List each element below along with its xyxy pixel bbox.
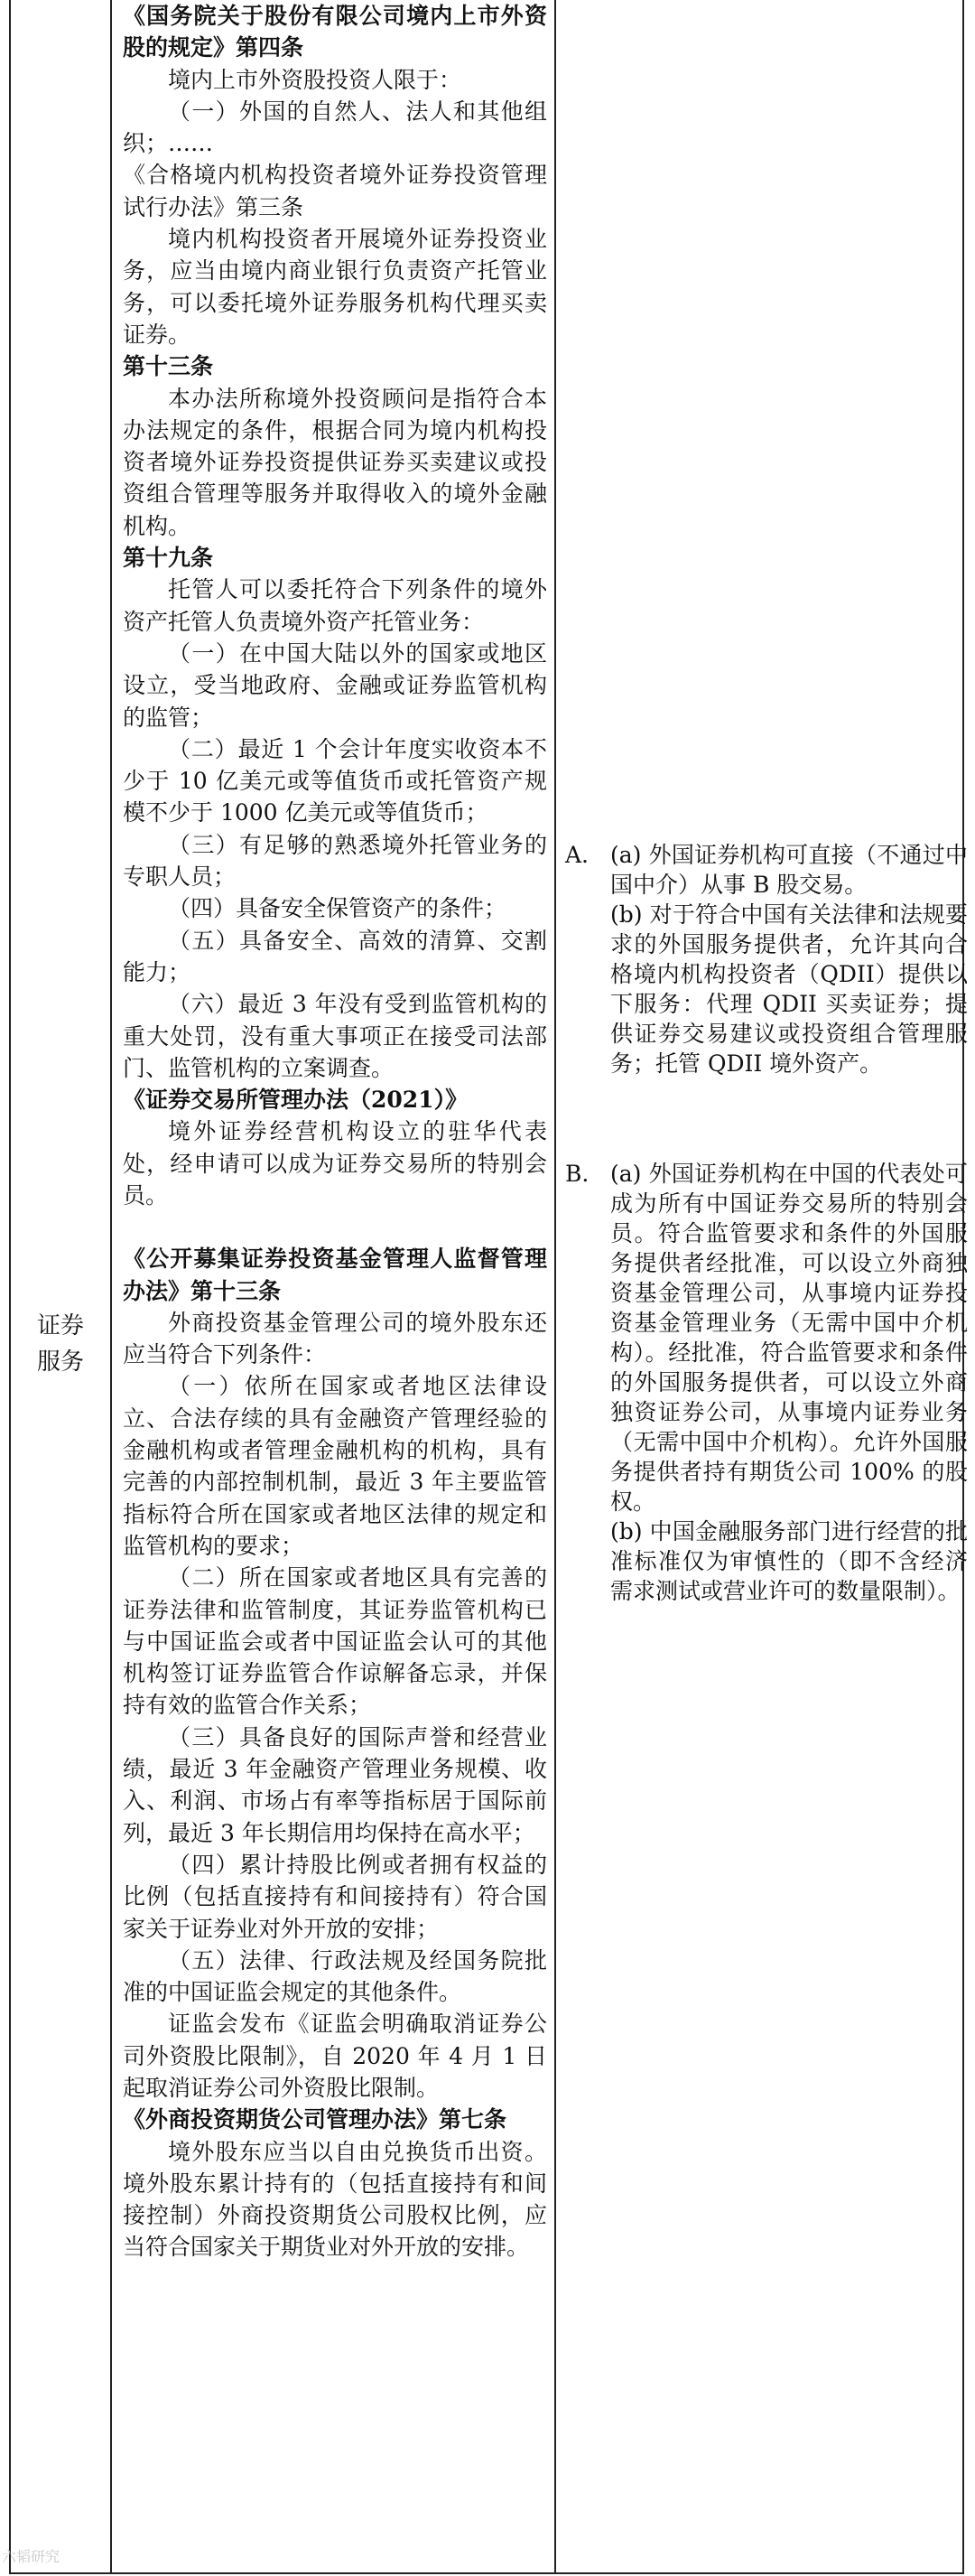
commitment-b-para: (a) 外国证券机构在中国的代表处可成为所有中国证券交易所的特别会员。符合监管要求和条件的外国服务提供者经批准，可以设立外商独资基金管理公司，从事境内证券投资基金管理业务（无需中国中介机构）。经批准，符合监管要求和条件的外国服务提供者，可以设立外商独资证券公司，从事境内证券业务（无需中国中介机构）。允许外国服务提供者持有期货公司 100% 的股权。 [610,1161,968,1515]
commitment-tag-a: A. [565,842,590,868]
regulation-paragraph: （二）最近 1 个会计年度实收资本不少于 10 亿美元或等值货币或托管资产规模不少于 1000 亿美元或等值货币； [123,735,547,826]
regulation-paragraph: （五）具备安全、高效的清算、交割能力； [123,927,547,985]
regulation-paragraph: 外商投资基金管理公司的境外股东还应当符合下列条件： [123,1309,547,1368]
regulation-heading: 第十九条 [123,545,214,572]
regulation-paragraph: 境内上市外资股投资人限于： [168,66,462,93]
regulation-paragraph: 证监会发布《证监会明确取消证券公司外资股比限制》，自 2020 年 4 月 1 日起取消证券公司外资股比限制。 [123,2011,547,2101]
category-cell [11,1308,110,1380]
regulation-paragraph: （一）依所在国家或者地区法律设立、合法存续的具有金融资产管理经验的金融机构或者管理金融机构的机构，具有完善的内部控制机制，最近 3 年主要监管指标符合所在国家或者地区法律的规定和监管机构的要求； [123,1373,547,1559]
regulation-paragraph: （四）累计持股比例或者拥有权益的比例（包括直接持有和间接持有）符合国家关于证券业对外开放的安排； [123,1851,547,1942]
regulations-column [123,0,547,2263]
regulation-heading: 第十三条 [123,353,214,380]
regulation-paragraph: （二）所在国家或者地区具有完善的证券法律和监管制度，其证券监管机构已与中国证监会或者中国证监会认可的其他机构签订证券监管合作谅解备忘录，并保持有效的监管合作关系； [123,1564,547,1719]
regulation-paragraph: 境内机构投资者开展境外证券投资业务，应当由境内商业银行负责资产托管业务，可以委托境外证券服务机构代理买卖证券。 [123,226,547,348]
regulation-paragraph [123,1211,547,1243]
watermark: 六韬研究 [2,2548,60,2565]
commitment-tag-b: B. [565,1161,590,1187]
commitment-a-para: (a) 外国证券机构可直接（不通过中国中介）从事 B 股交易。 [610,842,968,898]
regulation-paragraph: （一）外国的自然人、法人和其他组织；…… [123,98,547,157]
regulation-paragraph: （五）法律、行政法规及经国务院批准的中国证监会规定的其他条件。 [123,1946,547,2006]
content-table [9,0,968,2574]
regulation-heading: 《国务院关于股份有限公司境内上市外资股的规定》第四条 [123,3,547,61]
regulation-heading: 《公开募集证券投资基金管理人监督管理办法》第十三条 [123,1246,547,1304]
commitment-b-para: (b) 中国金融服务部门进行经营的批准标准仅为审慎性的（即不含经济需求测试或营业许可的数量限制）。 [610,1518,968,1604]
commitment-a-para: (b) 对于符合中国有关法律和法规要求的外国服务提供者，允许其向合格境内机构投资者（QDII）提供以下服务：代理 QDII 买卖证券；提供证券交易建议或投资组合管理服务；托管 QDII 境外资产。 [610,901,968,1077]
regulation-paragraph: （三）具备良好的国际声誉和经营业绩，最近 3 年金融资产管理业务规模、收入、利润、市场占有率等指标居于国际前列，最近 3 年长期信用均保持在高水平； [123,1723,547,1846]
commitment-block-b [565,1159,968,1606]
regulation-paragraph: 《合格境内机构投资者境外证券投资管理试行办法》第三条 [123,162,547,220]
regulation-paragraph: （六）最近 3 年没有受到监管机构的重大处罚，没有重大事项正在接受司法部门、监管机构的立案调查。 [123,991,547,1081]
regulation-heading: 《证券交易所管理办法（2021）》 [123,1087,469,1114]
regulation-paragraph: 托管人可以委托符合下列条件的境外资产托管人负责境外资产托管业务： [123,576,547,635]
commitment-block-a [565,840,968,1078]
regulation-paragraph: （四）具备安全保管资产的条件； [168,895,507,922]
column-divider-1 [110,0,112,2572]
regulation-paragraph: （三）有足够的熟悉境外托管业务的专职人员； [123,831,547,891]
regulation-paragraph: 境外证券经营机构设立的驻华代表处，经申请可以成为证券交易所的特别会员。 [123,1118,547,1209]
regulation-paragraph: （一）在中国大陆以外的国家或地区设立，受当地政府、金融或证券监管机构的监管； [123,639,547,731]
regulation-paragraph: 本办法所称境外投资顾问是指符合本办法规定的条件，根据合同为境内机构投资者境外证券投资提供证券买卖建议或投资组合管理等服务并取得收入的境外金融机构。 [123,385,547,539]
category-label: 证券服务 [36,1312,84,1376]
regulation-heading: 《外商投资期货公司管理办法》第七条 [123,2106,507,2133]
regulation-paragraph: 境外股东应当以自由兑换货币出资。境外股东累计持有的（包括直接持有和间接控制）外商投资期货公司股权比例，应当符合国家关于期货业对外开放的安排。 [123,2138,547,2261]
column-divider-2 [554,0,556,2572]
